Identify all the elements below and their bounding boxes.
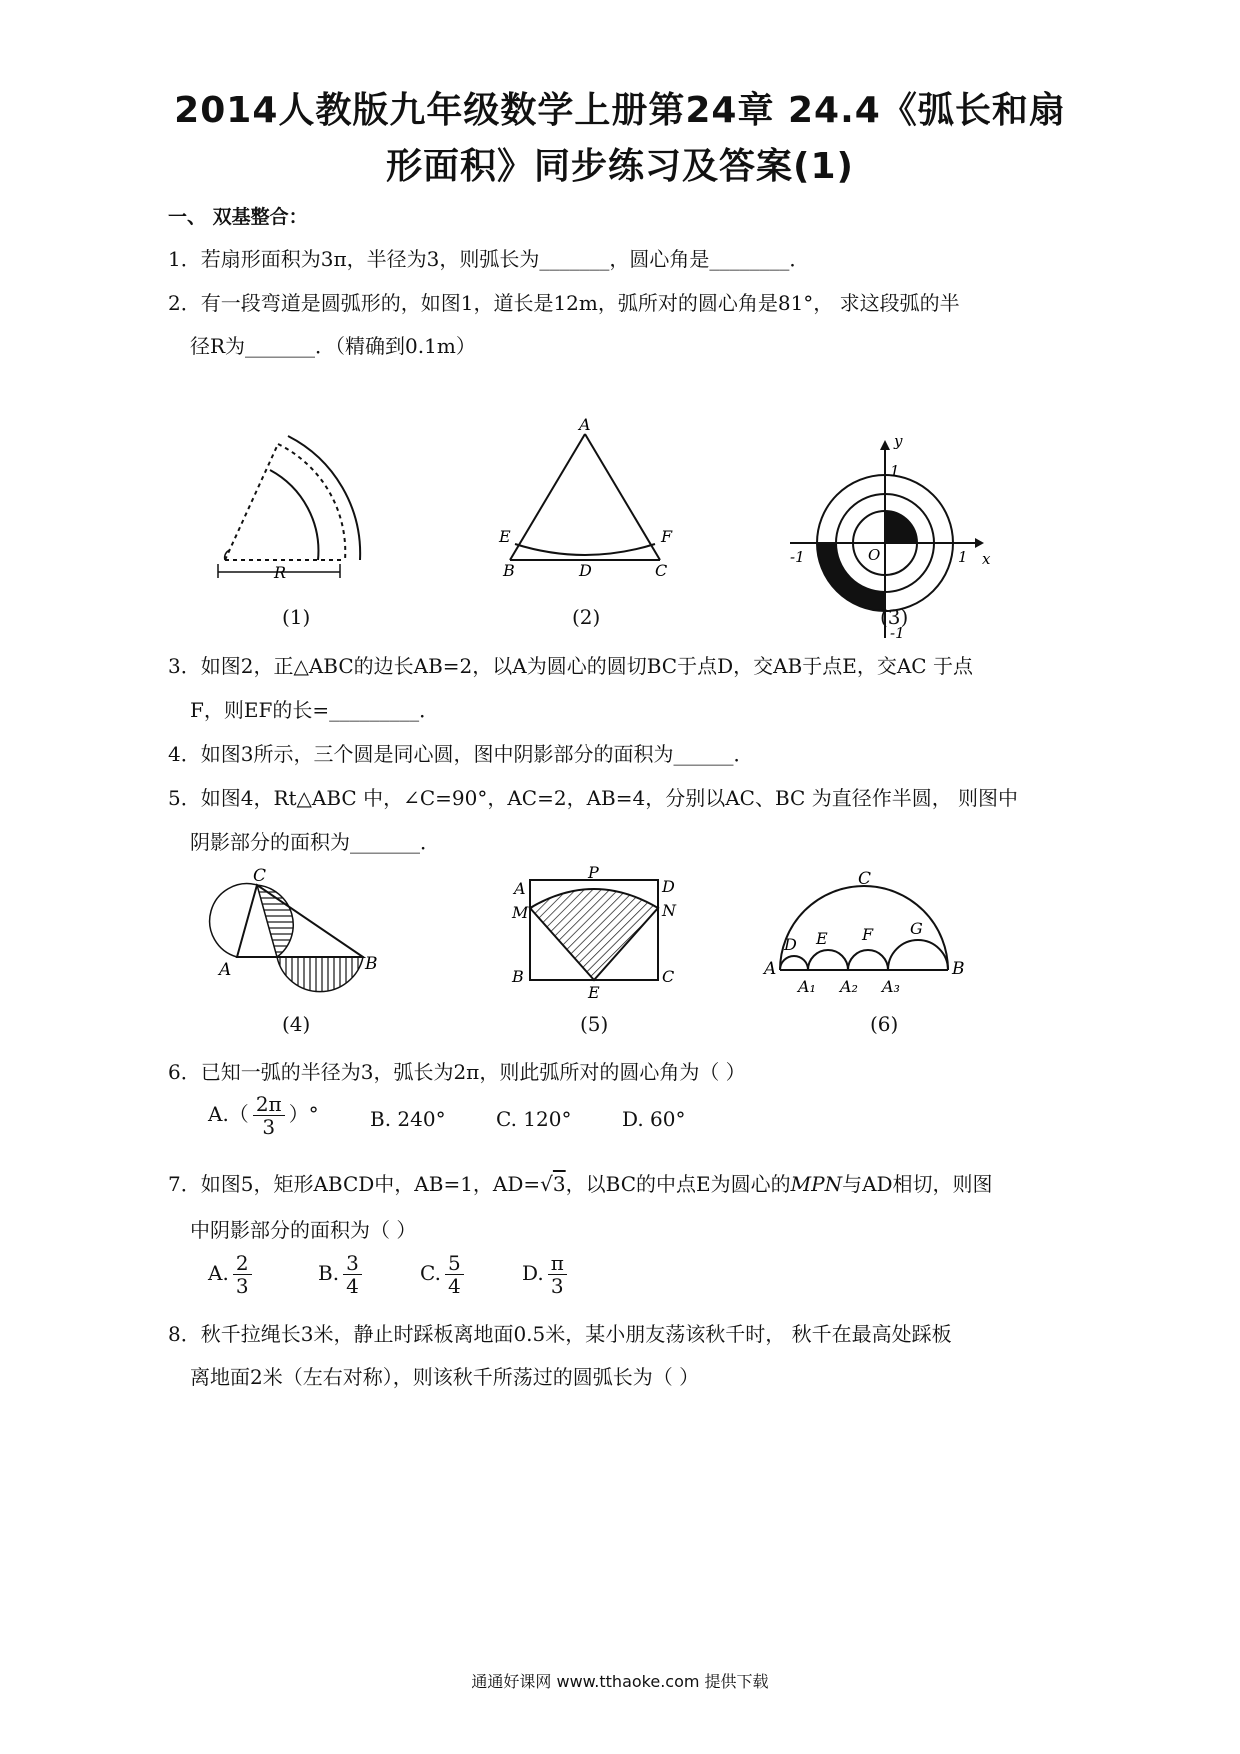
question-8-line1: 8．秋千拉绳长3米，静止时踩板离地面0.5米，某小朋友荡该秋千时， 秋千在最高处踩板 — [168, 1322, 952, 1346]
q7-arc: MPN — [790, 1172, 843, 1196]
page-title-line1: 2014人教版九年级数学上册第24章 24.4《弧长和扇 — [174, 90, 1066, 131]
figure-6-label-a3: A₃ — [882, 977, 900, 996]
question-4: 4．如图3所示，三个圆是同心圆，图中阴影部分的面积为______． — [168, 742, 754, 766]
figure-6-label-a1: A₁ — [798, 977, 816, 996]
q7-option-c-label: C. — [420, 1261, 441, 1285]
figure-2-label-e: E — [499, 527, 511, 546]
figure-3-label-neg-one-bottom: -1 — [890, 624, 905, 642]
figure-1-caption: (1) — [282, 605, 311, 629]
q6-option-a-fraction — [253, 1093, 285, 1138]
figure-3-label-y: y — [894, 432, 903, 450]
figure-4-label-c: C — [253, 866, 267, 886]
q7-option-b-den: 4 — [346, 1274, 359, 1298]
figure-5 — [510, 863, 680, 1002]
figure-6-caption: (6) — [870, 1012, 899, 1036]
figure-5-label-m: M — [512, 903, 529, 922]
q7-option-a-fraction — [233, 1252, 252, 1297]
q7-sqrt-value: 3 — [552, 1172, 566, 1196]
q7-stem-b: ，以BC的中点E为圆心的 — [565, 1172, 791, 1196]
q7-option-d — [522, 1252, 571, 1297]
figure-5-label-p: P — [588, 863, 599, 882]
figure-2 — [495, 415, 675, 580]
figure-4-label-b: B — [365, 954, 378, 974]
figure-4 — [219, 865, 435, 1005]
figure-5-label-c: C — [662, 967, 675, 986]
figure-6-label-g: G — [910, 919, 923, 938]
q7-option-c-den: 4 — [447, 1274, 461, 1298]
q7-option-d-fraction — [548, 1252, 567, 1297]
q7-option-b-fraction — [343, 1252, 362, 1297]
question-6: 6．已知一弧的半径为3，弧长为2π，则此弧所对的圆心角为（ ） — [168, 1060, 746, 1084]
figure-6-label-a2: A₂ — [840, 977, 858, 996]
page-title-line2: 形面积》同步练习及答案(1) — [386, 146, 854, 187]
q7-stem-a: 7．如图5，矩形ABCD中，AB=1，AD= — [168, 1172, 541, 1196]
figure-2-label-a: A — [579, 415, 591, 434]
question-7-line2: 中阴影部分的面积为（ ） — [190, 1218, 417, 1242]
figure-6-label-c: C — [858, 869, 872, 889]
q6-option-b: B. 240° — [370, 1107, 446, 1131]
figure-6-label-a: A — [764, 959, 777, 979]
figure-4-caption: (4) — [282, 1012, 311, 1036]
figure-2-label-c: C — [655, 561, 668, 580]
q7-option-a-label: A. — [208, 1261, 229, 1285]
figure-3-label-one-top: 1 — [890, 462, 900, 480]
question-2-line1: 2．有一段弯道是圆弧形的，如图1，道长是12m，弧所对的圆心角是81°， 求这段弧的半 — [168, 291, 960, 315]
figure-6 — [760, 870, 980, 1010]
figure-5-label-e: E — [588, 983, 600, 1002]
figure-5-label-d: D — [662, 877, 675, 896]
question-5-line2: 阴影部分的面积为_______． — [190, 830, 440, 854]
q7-option-b-label: B. — [318, 1261, 340, 1285]
figure-2-caption: (2) — [572, 605, 601, 629]
q7-option-d-num: π — [548, 1252, 567, 1275]
figure-5-label-a: A — [514, 879, 526, 898]
figure-1 — [210, 430, 390, 580]
figure-2-label-f: F — [661, 527, 673, 546]
figure-2-label-d: D — [579, 561, 592, 580]
q6-option-a-num: 2π — [253, 1093, 285, 1116]
q7-option-a-den: 3 — [235, 1274, 249, 1298]
figure-5-caption: (5) — [580, 1012, 609, 1036]
figure-3-label-x: x — [982, 550, 991, 568]
q7-sqrt: √3 — [540, 1172, 566, 1196]
figure-3-label-neg-one-left: -1 — [790, 548, 805, 566]
figure-3-label-o: O — [868, 546, 881, 564]
q7-option-c — [420, 1252, 468, 1297]
question-3-line2: F，则EF的长=_________． — [190, 698, 440, 722]
q7-option-c-num: 5 — [445, 1252, 464, 1275]
figure-6-label-b: B — [952, 959, 965, 979]
figure-6-label-d: D — [784, 935, 797, 954]
q7-option-b — [318, 1252, 366, 1297]
figure-3-caption: (3) — [880, 605, 909, 629]
q7-option-b-num: 3 — [343, 1252, 362, 1275]
q7-option-a — [208, 1252, 256, 1297]
q7-option-a-num: 2 — [233, 1252, 252, 1275]
figure-2-label-b: B — [503, 561, 515, 580]
figure-6-label-f: F — [862, 925, 874, 944]
q7-stem-c: 与AD相切，则图 — [842, 1172, 993, 1196]
q7-option-c-fraction — [445, 1252, 464, 1297]
figure-5-label-n: N — [662, 901, 676, 920]
figure-3-label-one-right: 1 — [958, 548, 968, 566]
figure-4-label-a: A — [219, 960, 232, 980]
question-8-line2: 离地面2米（左右对称），则该秋千所荡过的圆弧长为（ ） — [190, 1365, 700, 1389]
q6-option-a — [208, 1093, 319, 1138]
question-7-line1 — [168, 1168, 993, 1197]
question-2-line2: 径R为_______．（精确到0.1m） — [190, 334, 476, 358]
q6-option-a-den: 3 — [262, 1115, 276, 1139]
q7-option-d-den: 3 — [550, 1274, 564, 1298]
q6-option-c: C. 120° — [496, 1107, 572, 1131]
q6-option-a-suffix: ）° — [288, 1102, 319, 1126]
figure-6-label-e: E — [816, 929, 828, 948]
q6-option-d: D. 60° — [622, 1107, 686, 1131]
question-5-line1: 5．如图4，Rt△ABC 中，∠C=90°，AC=2，AB=4，分别以AC、BC 为直径作半圆， 则图中 — [168, 786, 1019, 810]
figure-5-label-b: B — [512, 967, 524, 986]
q7-option-d-label: D. — [522, 1261, 544, 1285]
figure-1-label-r: R — [274, 563, 287, 582]
q6-option-a-prefix: A.（ — [208, 1102, 249, 1126]
question-1: 1．若扇形面积为3π，半径为3，则弧长为_______，圆心角是________． — [168, 247, 810, 271]
footer: 通通好课网 www.tthaoke.com 提供下载 — [471, 1672, 769, 1691]
question-3-line1: 3．如图2，正△ABC的边长AB=2，以A为圆心的圆切BC于点D，交AB于点E，交AC 于点 — [168, 654, 973, 678]
section-heading: 一、 双基整合： — [168, 206, 308, 228]
